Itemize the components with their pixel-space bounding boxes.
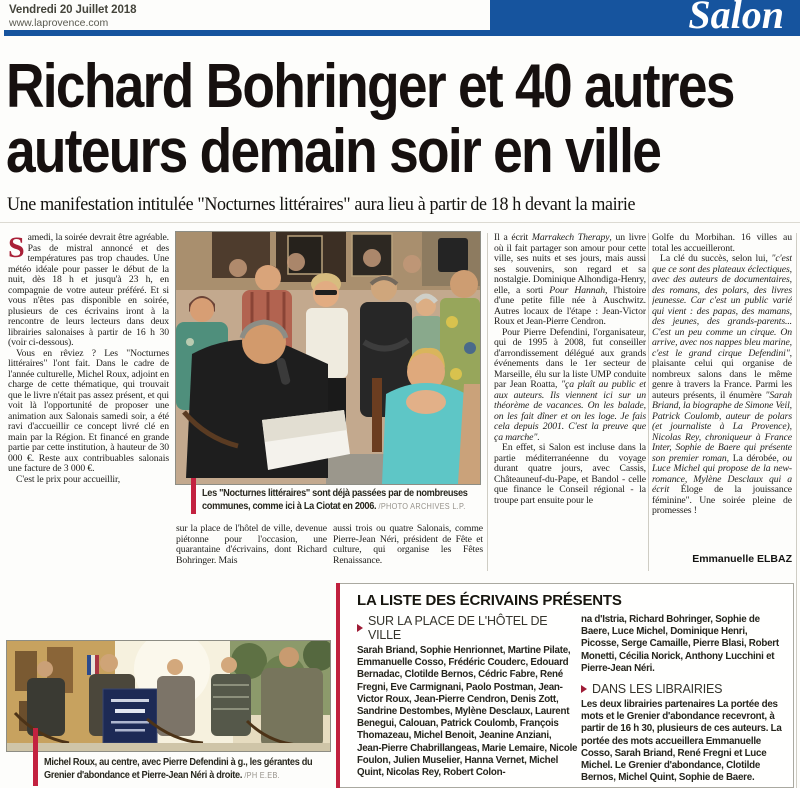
photo1-caption-text: Les "Nocturnes littéraires" sont déjà passées par de nombreuses communes, comme ici à La Ciotat en 2006.	[202, 488, 468, 512]
subheadline: Une manifestation intitulée "Nocturnes littéraires" aura lieu à partir de 18 h devant la mairie	[7, 194, 636, 215]
section-bullet-icon	[357, 624, 363, 632]
section1-title: SUR LA PLACE DE L'HÔTEL DE VILLE	[368, 614, 548, 642]
masthead-date: Vendredi 20 Juillet 2018	[9, 4, 137, 16]
crowd-photo-illustration	[176, 232, 480, 484]
photo2-caption-bar	[33, 728, 38, 786]
headline-line-1: Richard Bohringer et 40 autres	[6, 52, 734, 121]
photo2-credit: /PH E.EB.	[244, 771, 280, 780]
list-box-accent-bar	[336, 583, 340, 788]
drop-cap: S	[8, 233, 25, 264]
headline-divider	[0, 222, 800, 223]
section1-names-col2: na d'Istria, Richard Bohringer, Sophie de Baere, Luce Michel, Dominique Henri, Picosse, Serge Camaille, Pierre Blasi, Robert Monetti, Cécilia Norick, Anthony Lucchini et Pierre-Jean Néri.	[581, 614, 779, 674]
section1-title-row	[357, 614, 578, 642]
article-paragraph: Il a écrit Marrakech Therapy, un livre où il fait partager son amour pour cette ville, ses nuits et ses jours, mais aussi ses souvenirs, son regard et sa nostalgie. Dominique Alhondiga-Henry, elle, a sorti Pour Hannah, l'histoire d'une petite fille née à Auschwitz. Autres locaux de l'étape : Jean-Victor Roux et Jean-Pierre Cendron.	[494, 233, 646, 327]
article-paragraph: Golfe du Morbihan. 16 villes au total les accueilleront.	[652, 233, 792, 254]
column-rule-1	[487, 233, 488, 571]
article-paragraph	[8, 233, 169, 349]
photo2-caption-text: Michel Roux, au centre, avec Pierre Defendini à g., les gérantes du Grenier d'abondance et Pierre-Jean Néri à droite.	[44, 757, 313, 781]
writers-list-box	[336, 583, 794, 788]
headline-line-2: auteurs demain soir en ville	[6, 117, 661, 186]
headline	[6, 54, 734, 184]
list-box-column-1	[357, 614, 578, 779]
article-column-4	[652, 233, 792, 551]
article-column-1	[8, 233, 169, 575]
article-text: amedi, la soirée devrait être agréable. Pas de mistral annoncé et des températures pas trop chaudes. Une météo idéale pour passer le début de la nuit, dès 18 h et jusqu'à 23 h, en compagnie de votre auteur préféré. Et si vous n'êtes pas disponible en soirée, plusieurs de ces écrivains iront à la rencontre de leurs lecteurs dans deux librairies salonaises à partir de 16 h 30 (voir ci-dessous).	[8, 233, 169, 348]
page-edge-rule	[796, 233, 797, 788]
article-paragraph: C'est le prix pour accueillir,	[16, 473, 121, 485]
section-label: Salon	[688, 0, 784, 30]
article-column-2-continuation	[176, 524, 327, 574]
section2-title-row	[581, 682, 787, 696]
photo1-caption-bar	[191, 478, 196, 514]
article-column-3	[494, 233, 646, 571]
article-paragraph: Vous en rêviez ? Les "Nocturnes littéraires" l'ont fait. Dans le cadre de l'année culturelle, Michel Roux, adjoint en charge de cette thématique, qui trouvait que le livre n'était pas assez présent, et qui voit là l'opportunité de proposer une animation aux Salonais samedi soir, a été ravi d'accueillir ce concept livré clé en main par la Région. Et financé en grande partie par cette institution, à hauteur de 30 000 €. Reste aux contribuables salonais une facture de 3 000 €.	[8, 347, 169, 474]
section2-title: DANS LES LIBRAIRIES	[592, 682, 723, 697]
officials-photo	[7, 641, 330, 751]
column-rule-2	[648, 233, 649, 571]
photo2-caption	[44, 756, 320, 782]
article-paragraph: aussi trois ou quatre Salonais, comme Pierre-Jean Néri, président de Fête et culture, qui organise les Fêtes Renaissance.	[333, 524, 483, 566]
article-column-3-continuation	[333, 524, 483, 574]
list-box-column-2	[581, 614, 787, 784]
photo1-credit: /PHOTO ARCHIVES L.P.	[378, 502, 466, 511]
article-paragraph: Pour Pierre Defendini, l'organisateur, qui de 1995 à 2008, fut conseiller d'arrondissement délégué aux grands événements dans le 1er secteur de Marseille, élu sur la liste UMP conduite par Jean Roatta, "ça plaît au public et aux auteurs. Ils viennent ici sur un théorème de vacances. On les balade, on les fait dîner et on les loge. Je fais cela depuis 2001. C'est la preuve que ça marche".	[494, 326, 646, 443]
article-paragraph: La clé du succès, selon lui, "c'est que ce sont des plateaux éclectiques, avec des auteurs de documentaires, des romans, des polars, des livres jeunesse. Car c'est un public varié qui vient : des papas, des mamans, des jeunes, des grands-parents... C'est un peu comme un cirque. On arrive, avec nos nappes bleu marine, c'est le grand cirque Defendini", plaisante celui qui organise de nombreux salons dans le même genre à travers la France. Parmi les auteurs présents, il énumère "Sarah Briand, la biographe de Simone Veil, Patrick Coulomb, auteur de polars (et journaliste à La Provence), Nicolas Rey, chroniqueur à France Inter, Sophie de Baere qui présente son premier roman, La dérobée, ou Luce Michel qui propose de la new-romance, Mylène Desclaux qui a écrit Éloge de la jouissance féminine". Une soirée pleine de promesses !	[652, 253, 792, 516]
article-paragraph: sur la place de l'hôtel de ville, devenue piétonne pour l'occasion, une quarantaine d'écrivains, dont Richard Bohringer. Mais	[176, 524, 327, 566]
section-bullet-icon	[581, 685, 587, 693]
officials-photo-illustration	[7, 641, 330, 751]
signature-byline: Emmanuelle ELBAZ	[692, 553, 792, 565]
section-banner	[490, 0, 800, 30]
section2-text: Les deux librairies partenaires La portée des mots et le Grenier d'abondance recevront, à partir de 16 h 30, plusieurs de ces auteurs. La portée des mots accueillera Emmanuelle Cosso, Sarah Briand, René Fregni et Luce Michel. Le Grenier d'abondance, Clotilde Bernos, Michel Quint, Sophie de Baere.	[581, 699, 782, 784]
section1-names-col1: Sarah Briand, Sophie Henrionnet, Martine Pilate, Emmanuelle Cosso, Frédéric Couderc, Edouard Bernadac, Clotilde Bernos, Cédric Fabre, René Fregni, Eve Carmignani, Paolo Postman, Jean-Victor Roux, Jean-Pierre Cendron, Denis Zott, Sandrine Destombes, Mylène Desclaux, Laurent Benegui, Calouan, Patrick Coulomb, François Thomazeau, Michel Benoit, Jeanine Anziani, Jean-Pierre Chabrillangeas, Marie Lemaire, Nicole Foulon, Julien Muselier, Hanna Vernet, Michel Quint, Nicolas Rey, Robert Colon-	[357, 645, 578, 779]
article-paragraph: En effet, si Salon est incluse dans la partie méditerranéenne du voyage durant quatre jours, avec Cassis, Châteauneuf-du-Pape, et Bandol - celle que finance le Conseil régional - la troupe part ensuite pour le	[494, 442, 646, 506]
photo1-caption	[202, 487, 480, 513]
crowd-photo	[176, 232, 480, 484]
list-box-title: LA LISTE DES ÉCRIVAINS PRÉSENTS	[357, 592, 622, 609]
masthead-rule	[4, 30, 800, 36]
masthead-url: www.laprovence.com	[9, 17, 109, 29]
